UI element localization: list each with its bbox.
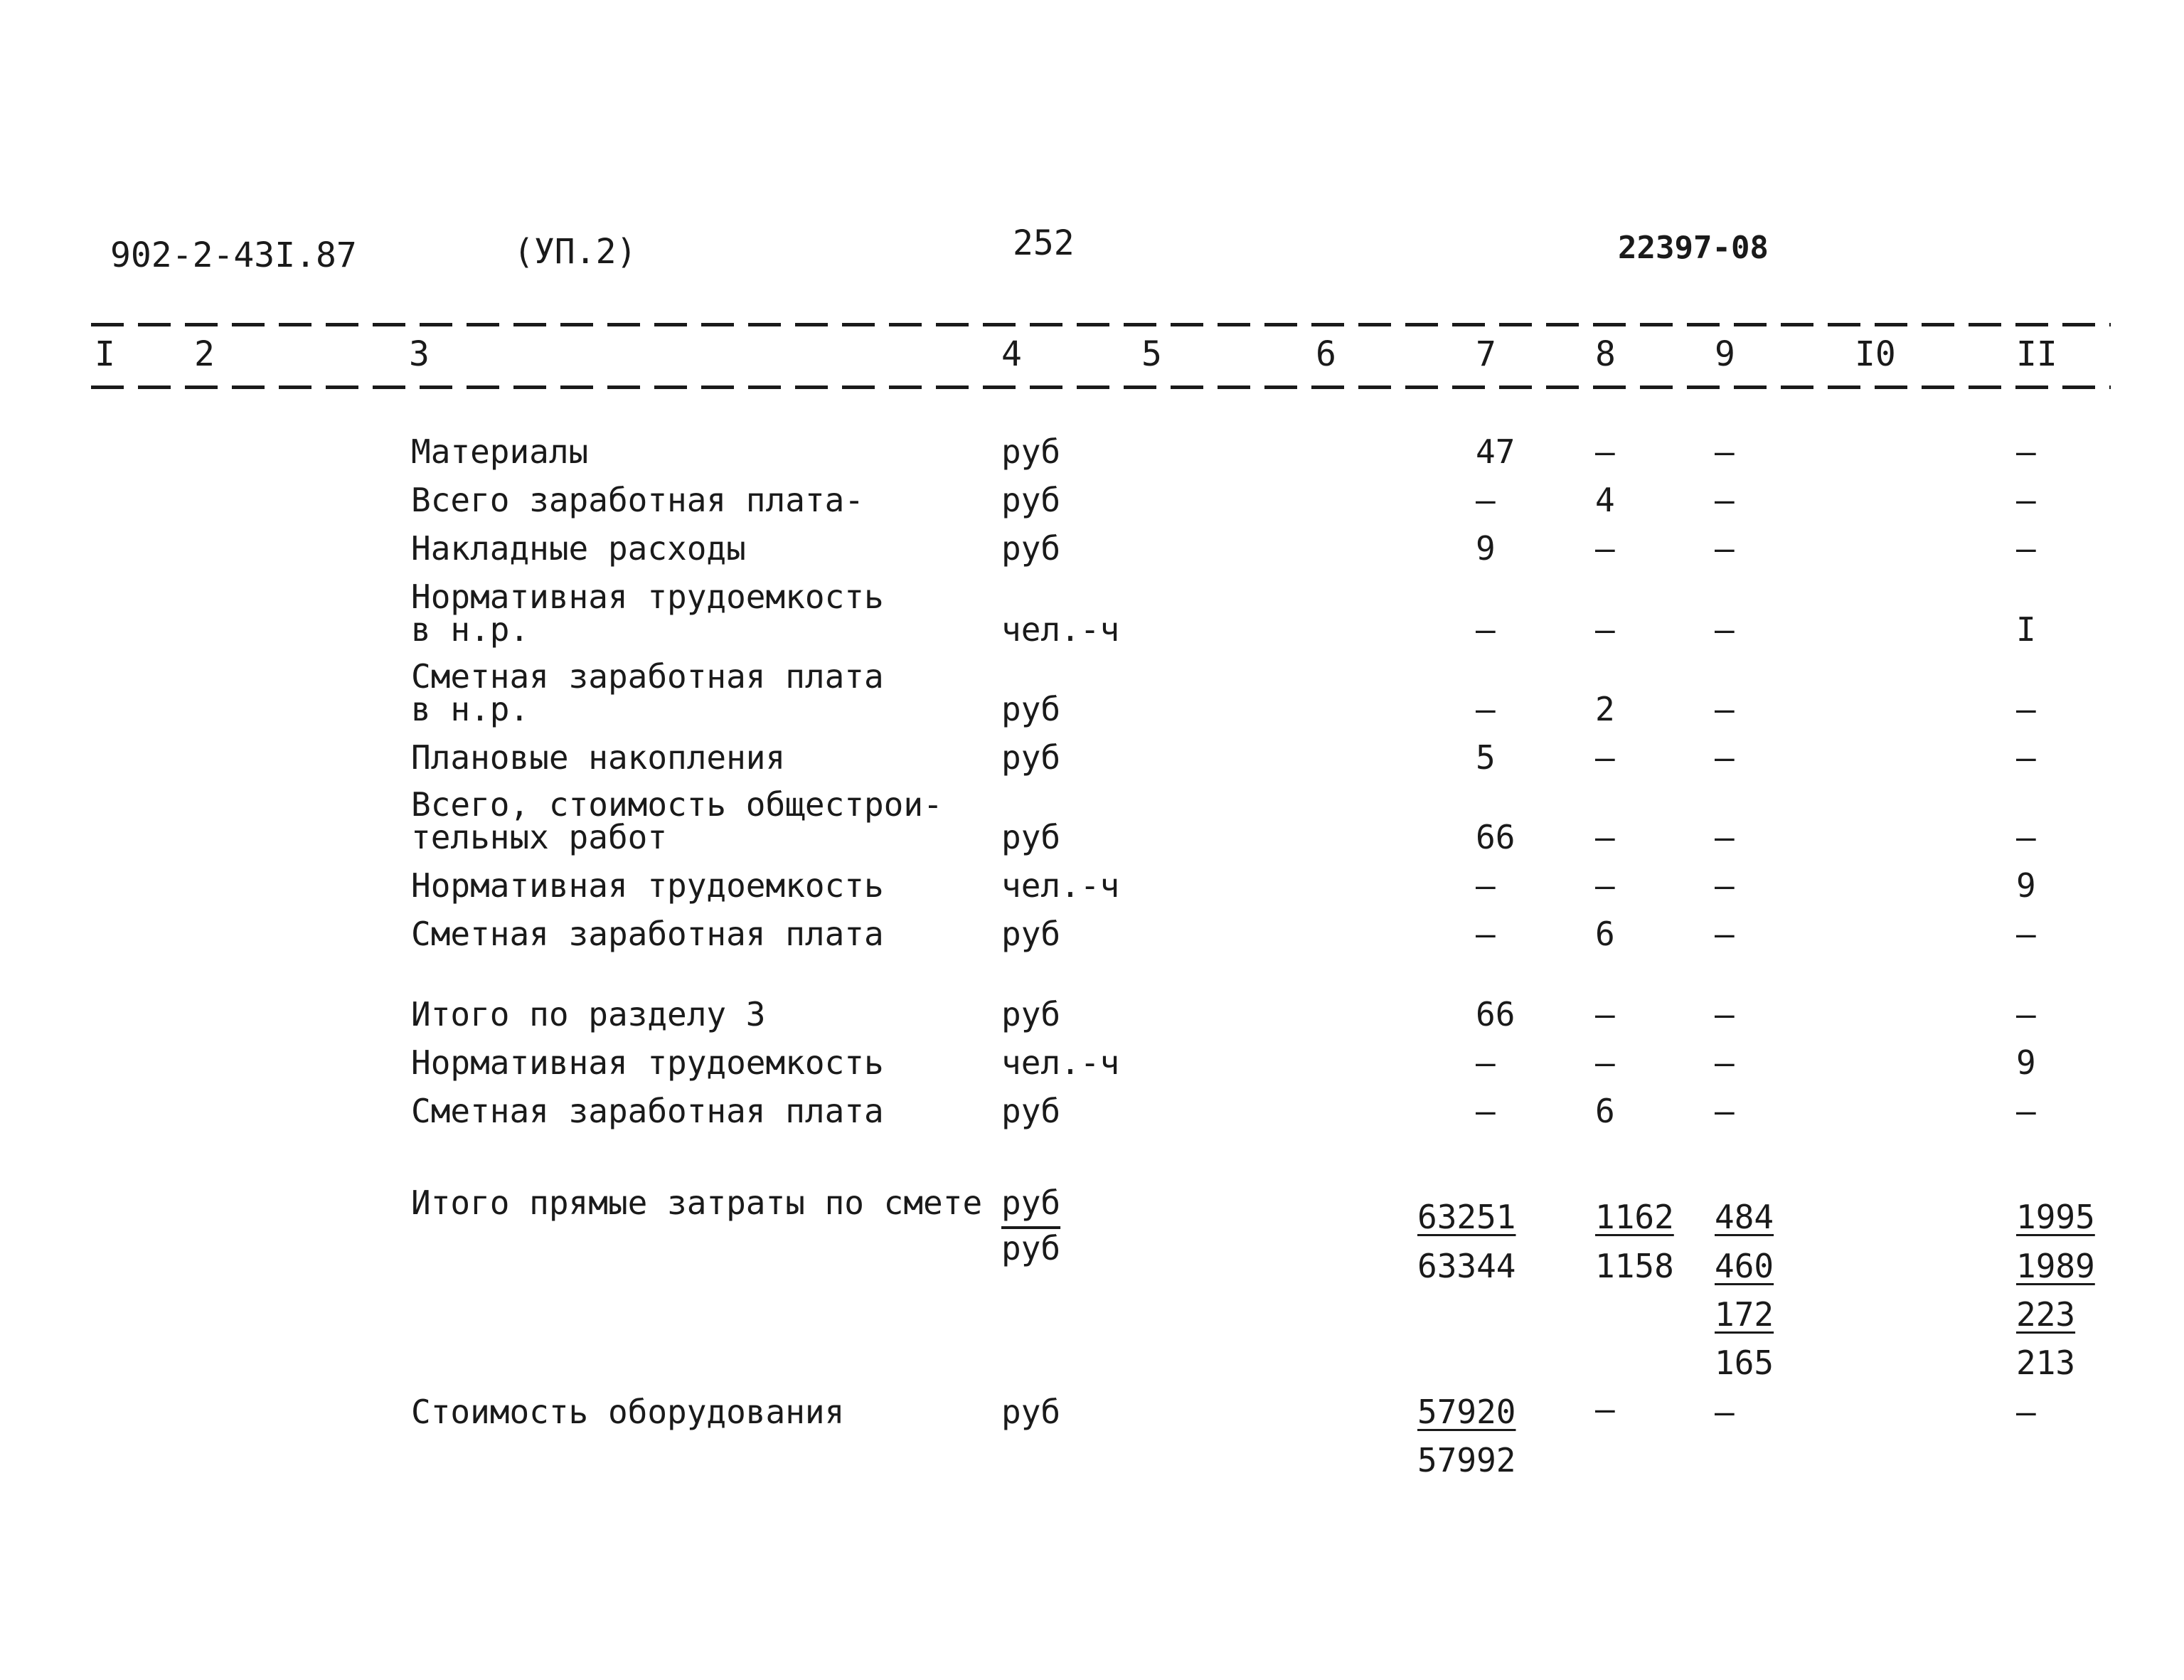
row-unit: руб <box>1001 432 1061 471</box>
cell-c9: – <box>1715 481 1735 519</box>
document-code: 22397-08 <box>1618 230 1769 266</box>
cell-c11: – <box>2016 915 2036 953</box>
col-num: 7 <box>1476 334 1496 374</box>
cell-c8: – <box>1595 1043 1615 1082</box>
cell-c7: – <box>1476 1092 1496 1130</box>
cell-c7: – <box>1476 915 1496 953</box>
header-bottom-rule <box>91 386 2111 389</box>
cell-c7: 5 <box>1476 738 1496 777</box>
cell-c7: 47 <box>1476 432 1516 471</box>
cell-c9: – <box>1715 1043 1735 1082</box>
cell-c9: – <box>1715 1393 1735 1431</box>
cell-c9: – <box>1715 529 1735 568</box>
row-name: Материалы <box>411 432 589 471</box>
cell-c7-actual: 63344 <box>1417 1247 1516 1285</box>
cell-c7: – <box>1476 1043 1496 1082</box>
cell-c9-wages-actual: 165 <box>1715 1344 1774 1382</box>
cell-c7-estimate: 63251 <box>1417 1198 1516 1236</box>
cell-c8-actual: 1158 <box>1595 1247 1674 1285</box>
cell-c7: – <box>1476 610 1496 649</box>
cell-c9: – <box>1715 610 1735 649</box>
cell-c11: – <box>2016 738 2036 777</box>
row-name: Нормативная трудоемкость <box>411 866 884 905</box>
cell-c8: 6 <box>1595 915 1615 953</box>
row-unit: чел.-ч <box>1001 610 1120 649</box>
row-name-continued: в н.р. <box>411 610 530 649</box>
row-name-continued: в н.р. <box>411 690 530 728</box>
row-unit: руб <box>1001 738 1061 777</box>
col-num: 6 <box>1316 334 1336 374</box>
row-name-continued: тельных работ <box>411 818 668 856</box>
cell-c11: 9 <box>2016 1043 2036 1082</box>
cell-c7: – <box>1476 690 1496 728</box>
cell-c11-wages-estimate: 223 <box>2016 1295 2076 1334</box>
cell-c11: – <box>2016 1092 2036 1130</box>
col-num: II <box>2016 334 2057 374</box>
cell-c9-wages-estimate: 172 <box>1715 1295 1774 1334</box>
row-unit: руб <box>1001 1229 1061 1267</box>
col-num: I <box>95 334 115 374</box>
row-name: Всего, стоимость общестрои- <box>411 785 943 824</box>
row-unit: руб <box>1001 481 1061 519</box>
row-name: Сметная заработная плата <box>411 657 884 696</box>
col-num: 2 <box>194 334 215 374</box>
cell-c9: – <box>1715 690 1735 728</box>
row-name: Накладные расходы <box>411 529 746 568</box>
cell-c8: 4 <box>1595 481 1615 519</box>
row-unit: руб <box>1001 818 1061 856</box>
section-label: (УП.2) <box>513 232 637 272</box>
cell-c9: – <box>1715 866 1735 905</box>
row-name: Всего заработная плата- <box>411 481 864 519</box>
cell-c8: – <box>1595 818 1615 856</box>
cell-c8: 6 <box>1595 1092 1615 1130</box>
cell-c7-actual: 57992 <box>1417 1441 1516 1479</box>
cell-c11-wages-actual: 213 <box>2016 1344 2076 1382</box>
cell-c11-actual: 1989 <box>2016 1247 2095 1285</box>
col-num: 5 <box>1141 334 1162 374</box>
cell-c8: – <box>1595 610 1615 649</box>
row-unit: руб <box>1001 690 1061 728</box>
row-name: Итого прямые затраты по смете <box>411 1184 983 1222</box>
cell-c9: – <box>1715 738 1735 777</box>
row-unit: руб <box>1001 915 1061 953</box>
cell-c8-estimate: 1162 <box>1595 1198 1674 1236</box>
col-num: 8 <box>1595 334 1616 374</box>
cell-c9: – <box>1715 1092 1735 1130</box>
cell-c9-actual: 460 <box>1715 1247 1774 1285</box>
cell-c11: I <box>2016 610 2036 649</box>
cell-c8: – <box>1595 1390 1615 1428</box>
row-unit: руб <box>1001 1393 1061 1431</box>
row-name: Плановые накопления <box>411 738 786 777</box>
cell-c8: – <box>1595 995 1615 1033</box>
row-unit: руб <box>1001 529 1061 568</box>
cell-c7: 9 <box>1476 529 1496 568</box>
cell-c9: – <box>1715 995 1735 1033</box>
row-unit: чел.-ч <box>1001 1043 1120 1082</box>
cell-c11-estimate: 1995 <box>2016 1198 2095 1236</box>
row-name: Итого по разделу 3 <box>411 995 766 1033</box>
row-name: Нормативная трудоемкость <box>411 1043 884 1082</box>
col-num: 4 <box>1001 334 1022 374</box>
cell-c7-estimate: 57920 <box>1417 1393 1516 1431</box>
cell-c11: – <box>2016 995 2036 1033</box>
cell-c7: 66 <box>1476 995 1516 1033</box>
cell-c11: 9 <box>2016 866 2036 905</box>
row-name: Сметная заработная плата <box>411 1092 884 1130</box>
header-top-rule <box>91 323 2111 326</box>
col-num: 3 <box>409 334 430 374</box>
cell-c7: – <box>1476 866 1496 905</box>
row-name: Стоимость оборудования <box>411 1393 845 1431</box>
cell-c11: – <box>2016 529 2036 568</box>
col-num: I0 <box>1855 334 1896 374</box>
cell-c11: – <box>2016 818 2036 856</box>
row-unit: чел.-ч <box>1001 866 1120 905</box>
row-unit: руб <box>1001 995 1061 1033</box>
cell-c8: – <box>1595 738 1615 777</box>
cell-c7: 66 <box>1476 818 1516 856</box>
cell-c11: – <box>2016 481 2036 519</box>
row-unit: руб <box>1001 1092 1061 1130</box>
cell-c9: – <box>1715 432 1735 471</box>
cell-c8: – <box>1595 529 1615 568</box>
cell-c8: – <box>1595 432 1615 471</box>
document-number: 902-2-43I.87 <box>110 235 357 275</box>
row-unit: руб <box>1001 1184 1061 1222</box>
cell-c9: – <box>1715 915 1735 953</box>
cell-c7: – <box>1476 481 1496 519</box>
row-name: Сметная заработная плата <box>411 915 884 953</box>
cell-c8: – <box>1595 866 1615 905</box>
cell-c9-estimate: 484 <box>1715 1198 1774 1236</box>
cell-c9: – <box>1715 818 1735 856</box>
cell-c8: 2 <box>1595 690 1615 728</box>
cell-c11: – <box>2016 432 2036 471</box>
cell-c11: – <box>2016 1393 2036 1431</box>
row-name: Нормативная трудоемкость <box>411 578 884 616</box>
cell-c11: – <box>2016 690 2036 728</box>
col-num: 9 <box>1715 334 1735 374</box>
page-number: 252 <box>1013 223 1075 263</box>
